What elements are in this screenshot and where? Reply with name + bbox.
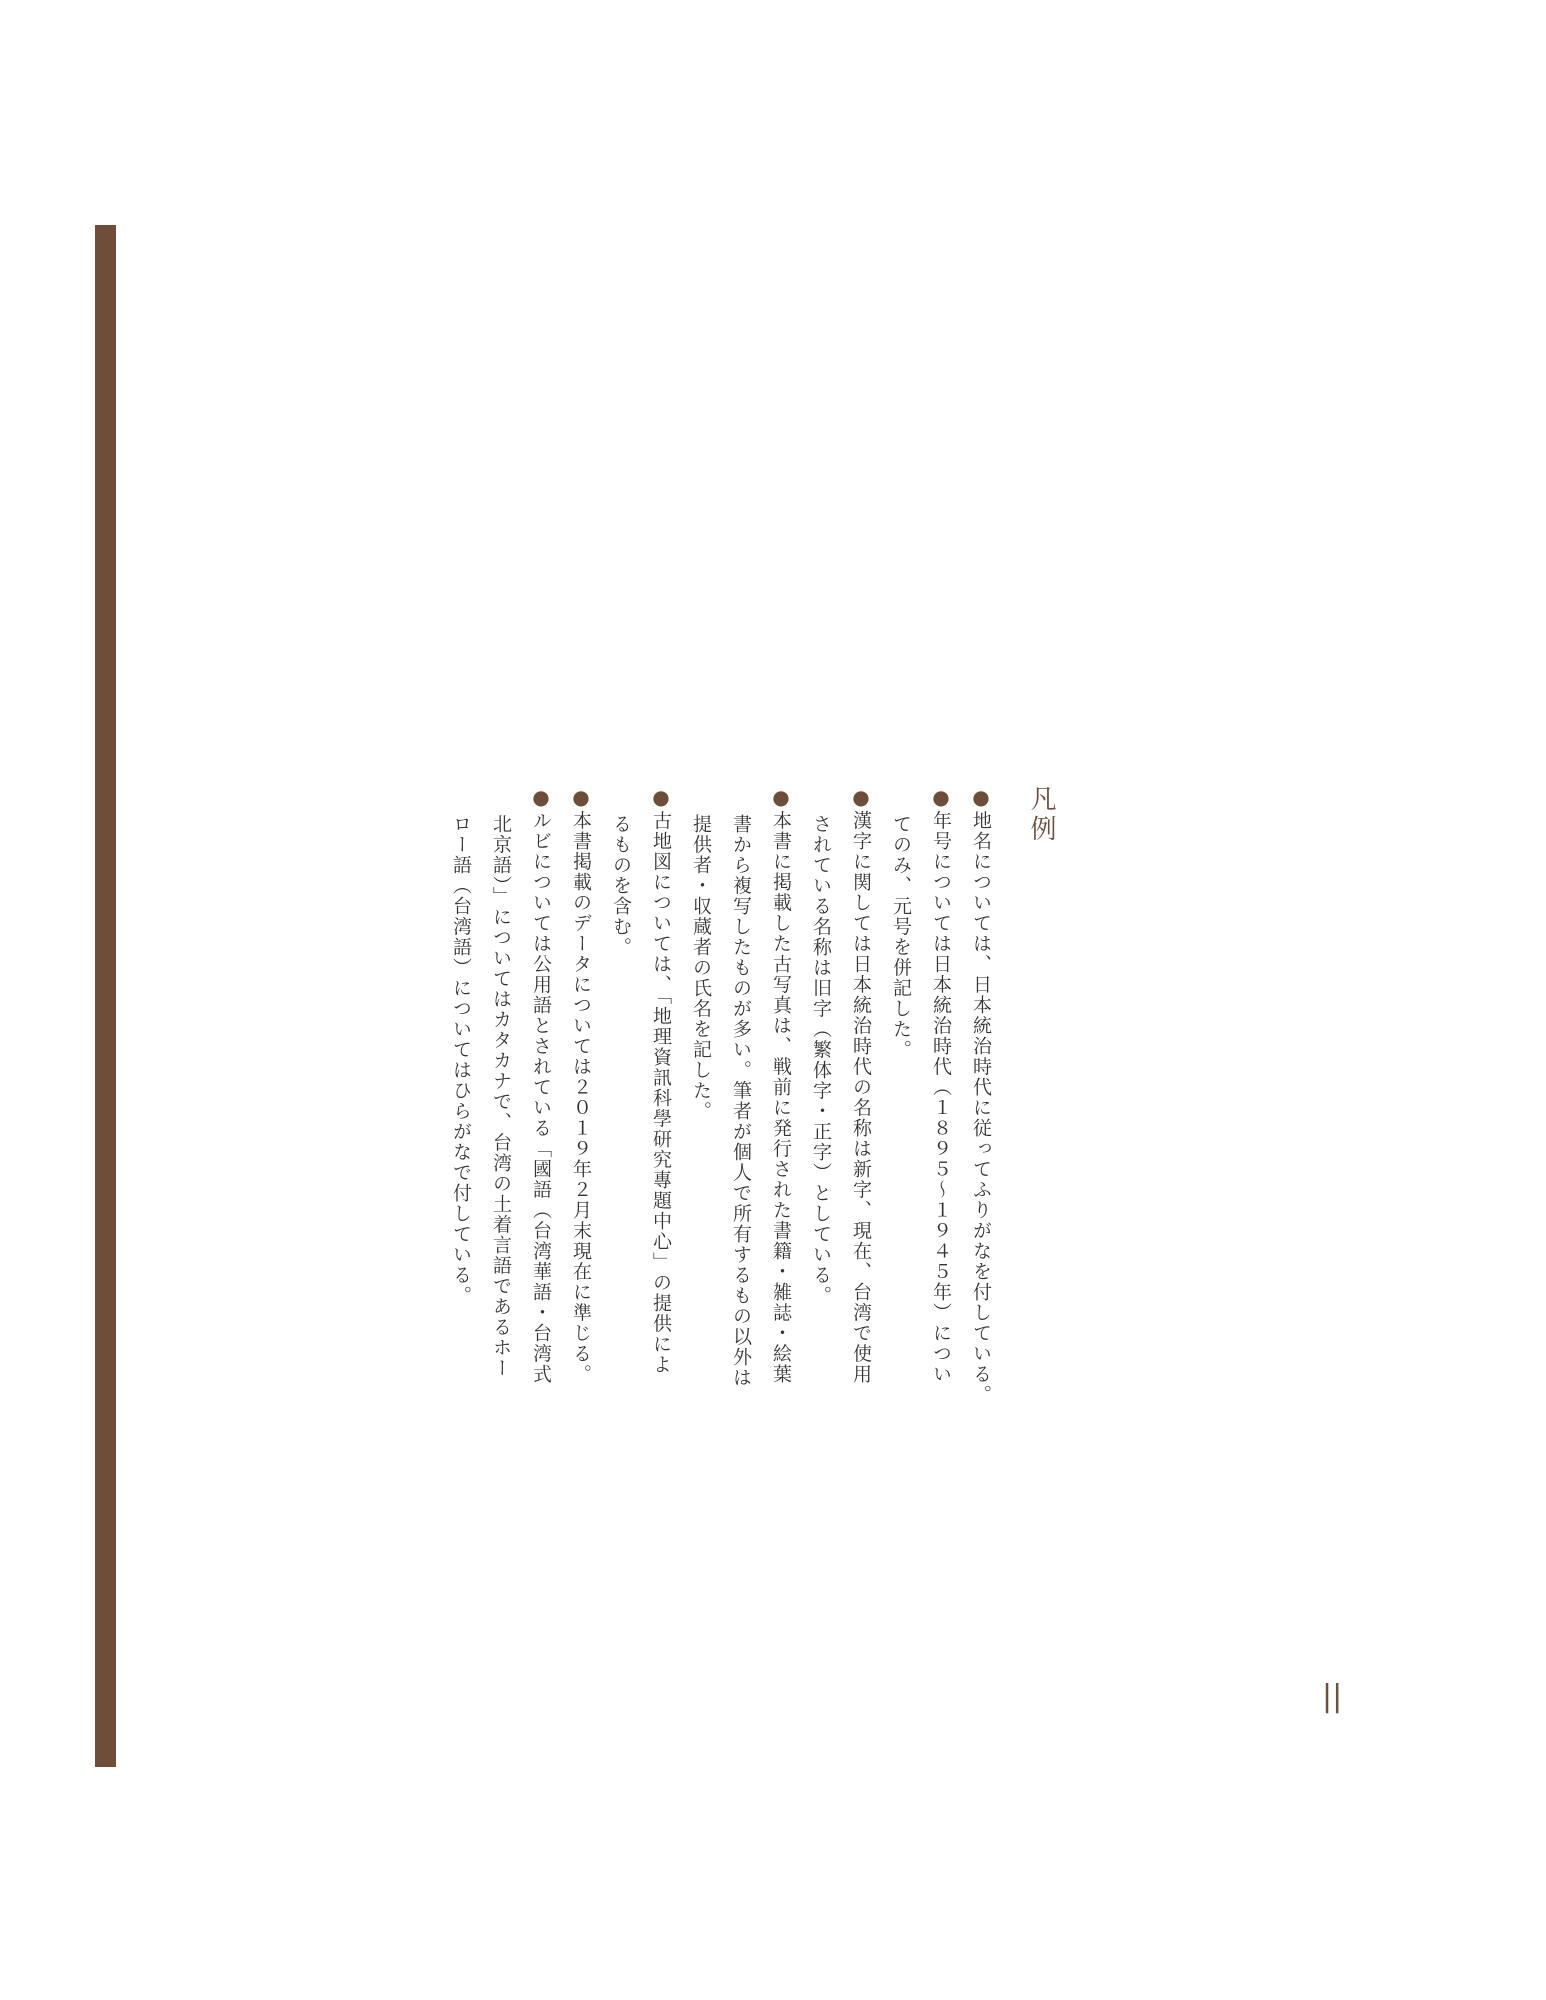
note-line: 提供者・収蔵者の氏名を記した。 (690, 813, 712, 1121)
bullet-icon: ● (969, 785, 993, 811)
note-line: 書から複写したものが多い。筆者が個人で所有するもの以外は (730, 813, 752, 1388)
note-line: ロー語（台湾語）についてはひらがなで付している。 (450, 813, 472, 1306)
note-old-maps (641, 785, 681, 1425)
note-line: 漢字に関しては日本統治時代の名称は新字、現在、台湾で使用 (850, 810, 872, 1385)
bullet-icon: ● (569, 785, 593, 811)
note-line: 本書掲載のデータについては２０１９年２月末現在に準じる。 (570, 810, 592, 1385)
note-line: 北京語）」についてはカタカナで、台湾の土着言語であるホー (490, 813, 512, 1378)
note-line: てのみ、元号を併記した。 (890, 813, 912, 1060)
bullet-icon: ● (929, 785, 953, 811)
note-line: 地名については、日本統治時代に従ってふりがなを付している。 (970, 810, 992, 1405)
note-ruby (521, 785, 561, 1425)
note-place-names (961, 785, 1001, 1425)
note-line: 年号については日本統治時代（１８９５～１９４５年）につい (930, 810, 952, 1385)
legend-text-block (441, 785, 1061, 1425)
page-number: || (1322, 1679, 1343, 1714)
note-line: 本書に掲載した古写真は、戦前に発行された書籍・雑誌・絵葉 (770, 810, 792, 1385)
note-line: ルビについては公用語とされている「國語（台湾華語・台湾式 (530, 810, 552, 1385)
note-era-names (921, 785, 961, 1425)
bullet-icon: ● (529, 785, 553, 811)
bullet-icon: ● (849, 785, 873, 811)
note-kanji (841, 785, 881, 1425)
side-bar (95, 225, 116, 1767)
bullet-icon: ● (649, 785, 673, 811)
note-data-date (561, 785, 601, 1425)
bullet-icon: ● (769, 785, 793, 811)
note-line: るものを含む。 (610, 813, 632, 957)
legend-heading: 凡例 (1026, 785, 1056, 845)
note-line: 古地図については、「地理資訊科學研究專題中心」の提供によ (650, 810, 672, 1375)
note-old-photos (761, 785, 801, 1425)
note-line: されている名称は旧字（繁体字・正字）としている。 (810, 813, 832, 1306)
